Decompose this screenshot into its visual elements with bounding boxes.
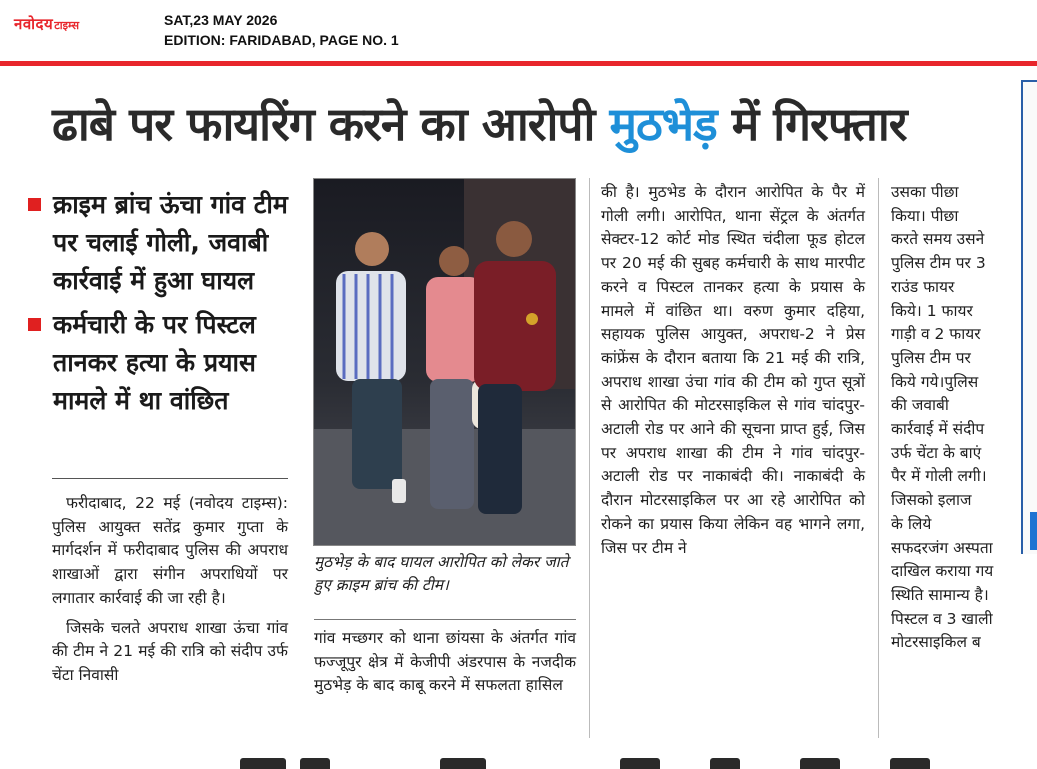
edition-info: EDITION: FARIDABAD, PAGE NO. 1 [164,32,399,48]
adjacent-story-accent [1030,512,1037,550]
column-line: की जवाबी [891,396,949,415]
column-line: उर्फ चेंटा के बाएं [891,443,982,462]
headline-part-1: ढाबे पर फायरिंग करने का आरोपी [52,97,610,151]
subheadline-item [28,186,288,300]
column-rule [878,178,879,738]
logo-main-text: नवोदय [14,15,54,33]
column-line: उसका पीछा [891,183,959,201]
column-line: स्थिति सामान्य है। [891,585,989,604]
article-headline [52,92,907,154]
paragraph: फरीदाबाद, 22 मई (नवोदय टाइम्स): पुलिस आयुक्त सतेंद्र कुमार गुप्ता के मार्गदर्शन में फरीदाबाद पुलिस की अपराध शाखाओं द्वारा संगीन अपराधियों पर लगातार कार्रवाई की जा रही है। [52,494,288,607]
article-column-3 [601,181,865,560]
caption-divider [314,619,576,620]
article-column-1 [52,492,288,688]
column-line: पैर में गोली लगी। [891,467,987,486]
column-rule [589,178,590,738]
article-column-4 [891,181,1037,655]
column-line: राउंड फायर [891,277,955,296]
column-line: किया। पीछा [891,206,959,225]
subheadline-item [28,306,288,420]
headline-highlight: मुठभेड़ [609,97,717,151]
paragraph: गांव मच्छगर को थाना छांयसा के अंतर्गत गांव फज्जूपुर क्षेत्र में केजीपी अंडरपास के नजदीक मुठभेड़ के बाद काबू करने में सफलता हासिल [314,629,576,695]
edition-meta [164,10,399,50]
photo-caption: मुठभेड़ के बाद घायल आरोपित को लेकर जाते हुए क्राइम ब्रांच की टीम। [314,553,569,594]
photo-illustration [314,179,575,545]
column-line: जिसको इलाज [891,491,972,510]
subheadline-text: क्राइम ब्रांच ऊंचा गांव टीम पर चलाई गोली, जवाबी कार्रवाई में हुआ घायल [53,190,288,295]
column-line: गाड़ी व 2 फायर [891,325,981,344]
subheadline-text: कर्मचारी के पर पिस्टल तानकर हत्या के प्रयास मामले में था वांछित [53,310,256,415]
subhead-divider [52,478,288,479]
column-line: किये गये।पुलिस [891,372,979,391]
red-square-bullet-icon [28,198,41,211]
masthead-divider [0,61,1037,66]
column-line: दाखिल कराया गय [891,562,994,581]
headline-part-2: में गिरफ्तार [716,97,907,151]
column-line: सफदरजंग अस्पता [891,538,993,557]
column-line: मोटरसाइकिल ब [891,633,981,652]
next-headline-fragment [240,758,960,769]
column-line: के लिये [891,514,932,533]
paragraph: जिसके चलते अपराध शाखा ऊंचा गांव की टीम ने 21 मई की रात्रि को संदीप उर्फ चेंटा निवासी [52,618,288,684]
column-line: करते समय उसने [891,230,985,249]
column-line: पिस्टल व 3 खाली [891,609,993,628]
logo-sub-text: टाइम्स [54,19,80,32]
column-line: पुलिस टीम पर 3 [891,254,986,273]
adjacent-story-box [1021,80,1037,554]
paragraph: की है। मुठभेड के दौरान आरोपित के पैर में गोली लगी। आरोपित, थाना सेंट्रल के अंतर्गत सेक्टर-12 कोर्ट मोड स्थित चंदीला फूड होटल पर 20 मई की सुबह कर्मचारी के साथ मारपीट करने व पिस्टल तानकर हत्या के प्रयास के मामले में वांछित था। वरुण कुमार दहिया, सहायक पुलिस आयुक्त, अपराध-2 ने प्रेस कांफ्रेंस के दौरान बताया कि 21 मई की रात्रि, अपराध शाखा उंचा गांव की टीम को गुप्त सूत्रों से आरोपित की मोटरसाइकिल से गांव चांदपुर-अटाली रोड पर आने की सूचना प्राप्त हुई, जिस पर अपराध शाखा की टीम ने गांव चांदपुर-अटाली रोड पर नाकाबंदी की। नाकाबंदी के दौरान मोटरसाइकिल पर आ रहे आरोपित को रोकने का प्रयास किया लेकिन वह भागने लगा, जिस पर टीम ने [601,183,865,557]
column-line: किये। 1 फायर [891,301,973,320]
newspaper-logo [14,14,79,34]
article-column-2 [314,627,576,698]
masthead [0,0,1037,60]
news-photo [313,178,576,546]
column-line: कार्रवाई में संदीप [891,420,985,439]
subheadlines [28,186,288,426]
red-square-bullet-icon [28,318,41,331]
edition-date: SAT,23 MAY 2026 [164,12,278,28]
column-line: पुलिस टीम पर [891,348,971,367]
